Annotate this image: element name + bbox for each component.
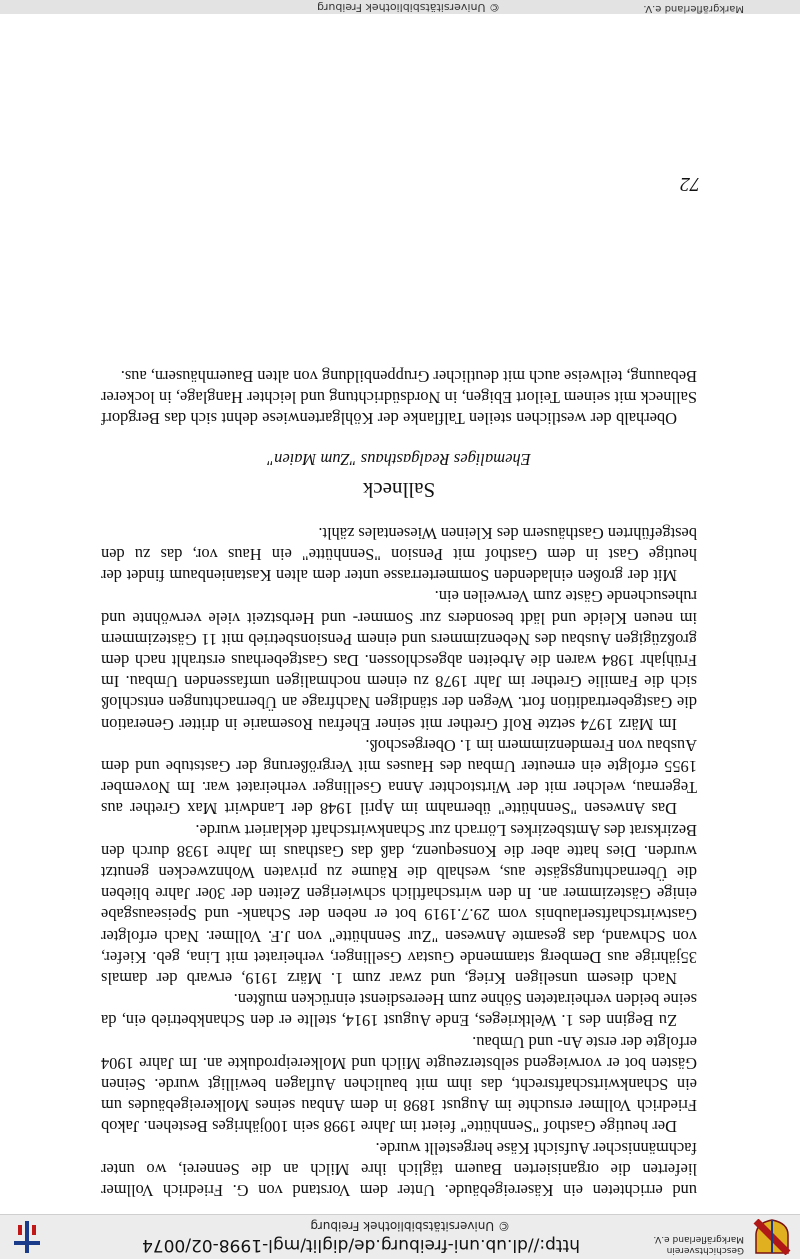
paragraph: und errichteten ein Käsereigebäude. Unter dem Vorstand von G. Friedrich Vollmer lieferten die organisierten Bauern täglich ihre Milch an die Sennerei, wo unter fachmännischer Aufsicht Käse hergestellt wurde. bbox=[101, 1138, 697, 1200]
paragraph: Zu Beginn des 1. Weltkrieges, Ende August 1914, stellte er den Schankbetrieb ein, da seine beiden verheirateten Söhne zum Heeresdienst einrücken mußten. bbox=[101, 990, 697, 1031]
section-heading: Sallneck bbox=[362, 478, 436, 503]
footer-society: Markgräflerland e.V. bbox=[643, 3, 744, 14]
library-copyright: © Universitätsbibliothek Freiburg bbox=[310, 1219, 510, 1233]
university-library-logo-icon bbox=[10, 1219, 44, 1255]
viewer-header bbox=[0, 1214, 800, 1259]
society-name: Geschichtsverein Markgräflerland e.V. bbox=[653, 1234, 744, 1255]
page-text bbox=[101, 366, 697, 1201]
page-number: 72 bbox=[680, 173, 700, 195]
society-crest-icon bbox=[752, 1219, 792, 1255]
footer-copyright: © Universitätsbibliothek Freiburg bbox=[317, 1, 500, 14]
paragraph: Oberhalb der westlichen steilen Talflanke der Köhlgartenwiese dehnt sich das Bergdorf Sallneck mit seinem Teilort Ebigen, in Nordsüdrichtung und leichter Hanglage, in lockerer Bebauung, teilweise auch mit deutlicher Gruppenbildung von alten Bauernhäusern, aus. bbox=[101, 367, 697, 429]
paragraph: Der heutige Gasthof "Sennhütte" feiert im Jahre 1998 sein 100jähriges Bestehen. Jakob Friedrich Vollmer ersuchte im August 1898 in dem Anbau seines Molkereigebäudes um ein Schankwirtschaftsrecht, das ihm mit baulichen Auflagen bewilligt wurde. Seinen Gästen bot er vorwiegend selbsterzeugte Milch und Molkereiprodukte an. Im Jahre 1904 erfolgte der erste An- und Umbau. bbox=[101, 1032, 697, 1137]
paragraph: Im März 1974 setzte Rolf Grether mit seiner Ehefrau Rosemarie in dritter Generation die Gastgebertradition fort. Wegen der ständigen Nachfrage an Übernachtungen entschloß sich die Familie Grether im Jahr 1978 zu einem nochmaligen umfassenden Umbau. Im Frühjahr 1984 waren die Arbeiten abgeschlossen. Das Gastgeberhaus erstrahlt nach dem großzügigen Ausbau des Nebenzimmers und einem Pensionsbetrieb mit 11 Gästezimmern im neuen Kleide und lädt besonders zur Sommer- und Herbstzeit viele verwöhnte und ruhesuchende Gäste zum Verweilen ein. bbox=[101, 587, 697, 734]
viewer-footer bbox=[0, 0, 800, 14]
section-subheading: Ehemaliges Realgasthaus "Zum Maien" bbox=[267, 450, 531, 470]
paragraph: Mit der großen einladenden Sommerterrasse unter dem alten Kastanienbaum findet der heutige Gast in dem Gasthof mit Pension "Sennhütte" ein Haus vor, das zu den bestgeführten Gasthäusern des Kleinen Wiesentales zählt. bbox=[101, 523, 697, 586]
paragraph: Das Anwesen "Sennhütte" übernahm im April 1948 der Landwirt Max Grether aus Tegernau, welcher mit der Wirtstochter Anna Gsellinger verheiratet war. Im November 1955 erfolgte ein erneuter Umbau des Hauses mit Vergrößerung der Gaststube und dem Ausbau von Fremdenzimmern im 1. Obergeschoß. bbox=[101, 735, 697, 819]
paragraph: Nach diesem unseligen Krieg, und zwar zum 1. März 1919, erwarb der damals 35jährige aus Demberg stammende Gustav Gsellinger, verheiratet mit Lina, geb. Kiefer, von Schwand, das gesamte Anwesen "Zur Sennhütte" von J.F. Vollmer. Nach erfolgter Gastwirtschaftserlaubnis vom 29.7.1919 bot er neben der Schank- und Speiseausgabe einige Gästezimmer an. In den wirtschaftlich schwierigen Zeiten der 30er Jahre blieben die Übernachtungsgäste aus, weshalb die Räume zu privaten Wohnzwecken genutzt wurden. Dies hatte aber die Konsequenz, daß das Gasthaus im Jahre 1938 durch den Bezirksrat des Amtsbezirkes Lörrach zur Schankwirtschaft deklariert wurde. bbox=[101, 820, 697, 988]
document-url[interactable]: http://dl.ub.uni-freiburg.de/diglit/mgl-1998-02/0074 bbox=[142, 1235, 580, 1255]
